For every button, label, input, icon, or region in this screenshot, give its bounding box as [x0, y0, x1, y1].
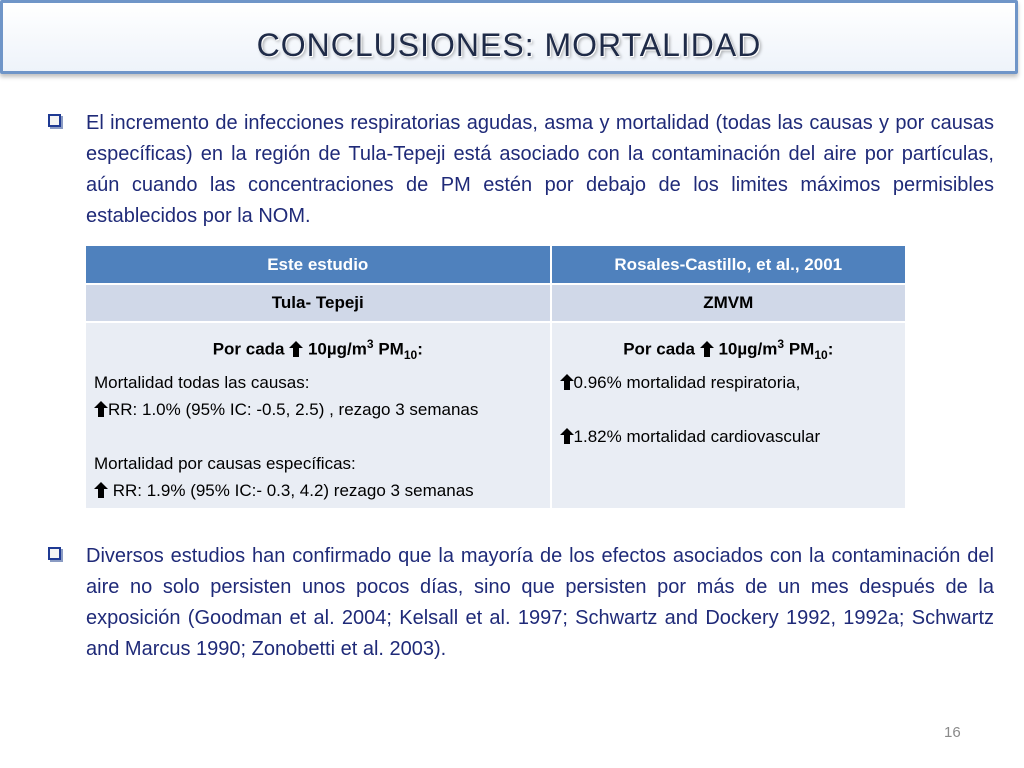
table-subheader-row — [86, 284, 906, 322]
up-arrow-icon — [94, 482, 108, 498]
left-cell-heading: Por cada $10\mu g/m^3$ $PM_{10}$: — [212, 337, 423, 363]
header-rosales-castillo: Rosales-Castillo, et al., 2001 — [551, 246, 906, 284]
checkbox-bullet-icon — [48, 114, 61, 127]
table-header-row — [86, 246, 906, 284]
bullet-text: Diversos estudios han confirmado que la mayoría de los efectos asociados con la contaminación del aire no solo persisten unos pocos días, sino que persisten por más de un mes después de la exposición (Goodman et al. 2004; Kelsall et al. 1997; Schwartz and Dockery 1992, 1992a; Schwartz and Marcus 1990; Zonobetti et al. 2003). — [86, 545, 994, 660]
subheader-tula-tepeji: Tula- Tepeji — [86, 284, 551, 322]
right-line-respiratoria: 0.96% mortalidad respiratoria, — [560, 369, 897, 396]
title-banner — [0, 0, 1018, 74]
checkbox-bullet-icon — [48, 547, 61, 560]
up-arrow-icon — [700, 341, 714, 357]
bullet-text: El incremento de infecciones respiratorias agudas, asma y mortalidad (todas las causas y por causas específicas) en la región de Tula-Tepeji está asociado con la contaminación del aire por partículas, aún cuando las concentraciones de PM estén por debajo de los limites máximos permisibles establecidos por la NOM. — [86, 112, 994, 227]
up-arrow-icon — [94, 401, 108, 417]
right-cell — [551, 322, 906, 508]
subheader-zmvm: ZMVM — [551, 284, 906, 322]
left-line-mortalidad-todas: Mortalidad todas las causas: — [94, 373, 310, 393]
right-line-cardiovascular: 1.82% mortalidad cardiovascular — [560, 423, 897, 450]
left-cell — [86, 322, 551, 508]
up-arrow-icon — [289, 341, 303, 357]
left-line-rr-especificas: RR: 1.9% (95% IC:- 0.3, 4.2) rezago 3 semanas — [94, 477, 542, 504]
page-number: 16 — [944, 724, 961, 741]
up-arrow-icon — [560, 428, 574, 444]
table-body-row — [86, 322, 906, 508]
up-arrow-icon — [560, 374, 574, 390]
comparison-table — [86, 246, 907, 508]
left-line-mortalidad-especificas: Mortalidad por causas específicas: — [94, 454, 356, 474]
header-este-estudio: Este estudio — [86, 246, 551, 284]
slide-title: CONCLUSIONES: MORTALIDAD — [256, 27, 762, 63]
right-cell-heading: Por cada $10\mu g/m^3$ $PM_{10}$: — [623, 337, 834, 363]
left-line-rr-todas: RR: 1.0% (95% IC: -0.5, 2.5) , rezago 3 semanas — [94, 396, 542, 423]
